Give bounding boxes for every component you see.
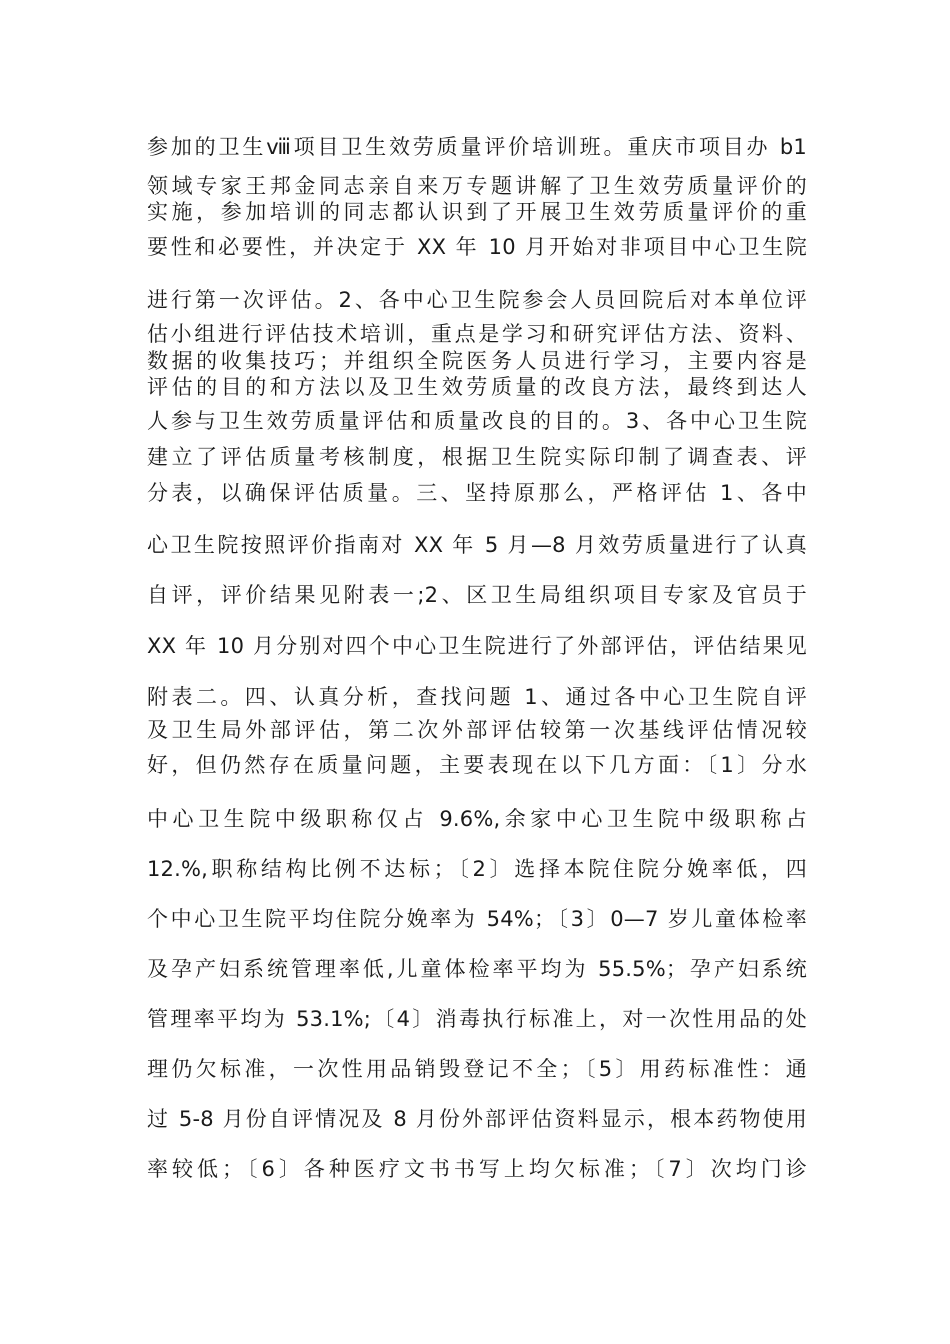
paragraph-line: 领域专家王邦金同志亲自来万专题讲解了卫生效劳质量评价的 xyxy=(147,174,807,198)
paragraph-line: 要性和必要性，并决定于 XX 年 10 月开始对非项目中心卫生院 xyxy=(147,235,807,259)
paragraph-line: 12.%,职称结构比例不达标；〔2〕选择本院住院分娩率低，四 xyxy=(147,857,807,881)
paragraph-line: 率较低；〔6〕各种医疗文书书写上均欠标准；〔7〕次均门诊 xyxy=(147,1157,807,1181)
paragraph-line: 中心卫生院中级职称仅占 9.6%,余家中心卫生院中级职称占 xyxy=(147,807,807,831)
paragraph-line: 好，但仍然存在质量问题，主要表现在以下几方面：〔1〕分水 xyxy=(147,753,807,777)
paragraph-line: 数据的收集技巧；并组织全院医务人员进行学习，主要内容是 xyxy=(147,349,807,373)
paragraph-line: 个中心卫生院平均住院分娩率为 54%；〔3〕0—7 岁儿童体检率 xyxy=(147,907,807,931)
paragraph-line: 及孕产妇系统管理率低,儿童体检率平均为 55.5%；孕产妇系统 xyxy=(147,957,807,981)
paragraph-line: 分表，以确保评估质量。三、坚持原那么，严格评估 1、各中 xyxy=(147,481,807,505)
paragraph-line: 心卫生院按照评价指南对 XX 年 5 月—8 月效劳质量进行了认真 xyxy=(147,533,807,557)
paragraph-line: 过 5-8 月份自评情况及 8 月份外部评估资料显示，根本药物使用 xyxy=(147,1107,807,1131)
paragraph-line: 管理率平均为 53.1%;〔4〕消毒执行标准上，对一次性用品的处 xyxy=(147,1007,807,1031)
paragraph-line: 实施，参加培训的同志都认识到了开展卫生效劳质量评价的重 xyxy=(147,200,807,224)
paragraph-line: 估小组进行评估技术培训，重点是学习和研究评估方法、资料、 xyxy=(147,322,807,346)
paragraph-line: 及卫生局外部评估，第二次外部评估较第一次基线评估情况较 xyxy=(147,718,807,742)
paragraph-line: 进行第一次评估。2、各中心卫生院参会人员回院后对本单位评 xyxy=(147,288,807,312)
paragraph-line: 附表二。四、认真分析，查找问题 1、通过各中心卫生院自评 xyxy=(147,685,807,709)
paragraph-line: 参加的卫生ⅷ项目卫生效劳质量评价培训班。重庆市项目办 b1 xyxy=(147,135,807,159)
paragraph-line: 建立了评估质量考核制度，根据卫生院实际印制了调查表、评 xyxy=(147,445,807,469)
paragraph-line: 评估的目的和方法以及卫生效劳质量的改良方法，最终到达人 xyxy=(147,375,807,399)
paragraph-line: 自评，评价结果见附表一;2、区卫生局组织项目专家及官员于 xyxy=(147,583,807,607)
paragraph-line: 理仍欠标准，一次性用品销毁登记不全；〔5〕用药标准性：通 xyxy=(147,1057,807,1081)
paragraph-line: 人参与卫生效劳质量评估和质量改良的目的。3、各中心卫生院 xyxy=(147,409,807,433)
paragraph-line: XX 年 10 月分别对四个中心卫生院进行了外部评估，评估结果见 xyxy=(147,634,807,658)
